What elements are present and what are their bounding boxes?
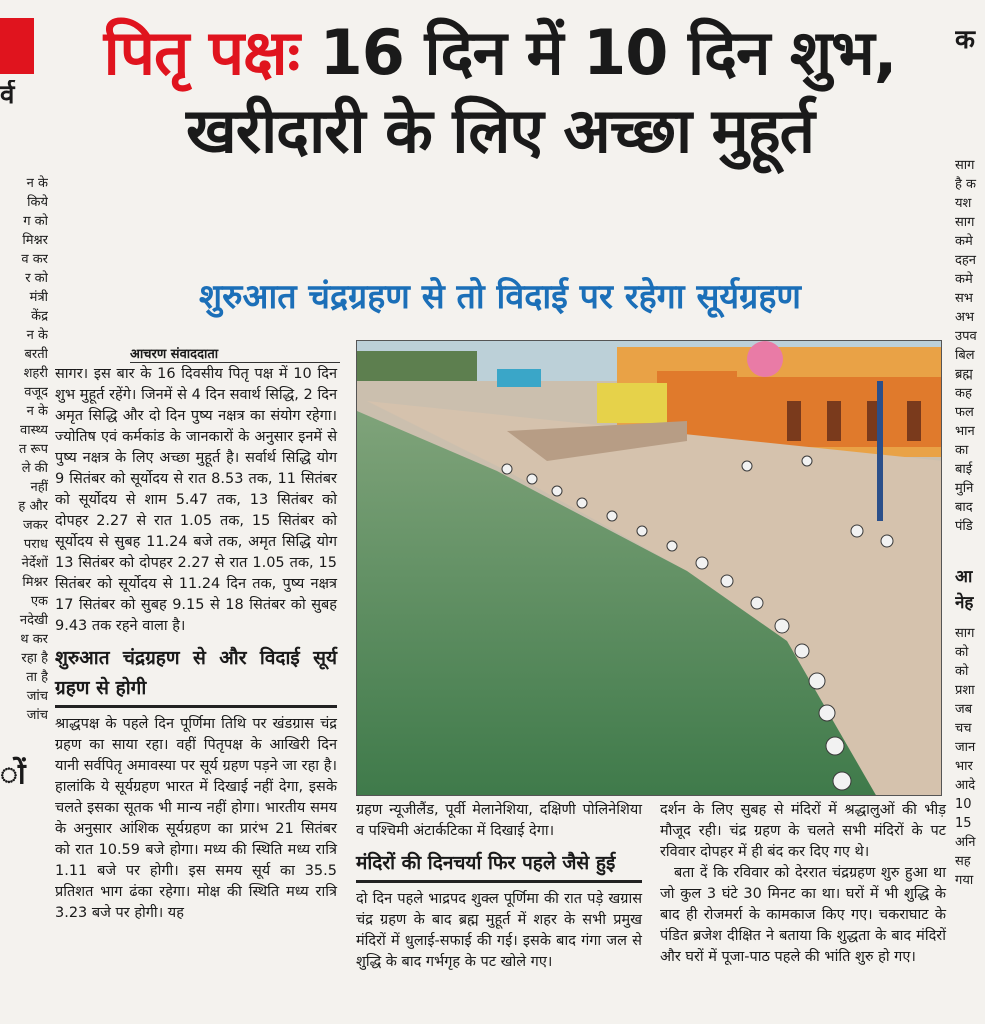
clipped-line: जांच	[26, 689, 48, 704]
ghat-photo	[356, 340, 942, 796]
clipped-line: पराध	[23, 537, 48, 552]
section-rule	[55, 705, 337, 708]
left-neighbor-column	[0, 80, 48, 784]
clipped-line: कमे	[955, 234, 973, 249]
article-paragraph: दर्शन के लिए सुबह से मंदिरों में श्रद्धालुओं की भीड़ मौजूद रही। चंद्र ग्रहण के चलते सभी मंदिरों के पट रविवार दोपहर में ही बंद कर दिए गए थे।	[660, 802, 946, 860]
clipped-line: ब्रह्म	[955, 367, 973, 382]
right-subheading-line: आ	[955, 567, 973, 587]
clipped-line: नदेखी	[19, 613, 48, 628]
right-column-text-2	[955, 624, 985, 890]
clipped-line: ग को	[23, 214, 48, 229]
clipped-line: र को	[25, 271, 48, 286]
clipped-line: भान	[955, 424, 975, 439]
clipped-line: को	[955, 664, 969, 679]
headline-line-1	[60, 14, 940, 92]
right-column-subheading	[955, 564, 985, 616]
right-column-text	[955, 156, 985, 536]
clipped-line: 10	[955, 797, 972, 812]
headline-line-1-rest: 16 दिन में 10 दिन शुभ,	[299, 16, 897, 89]
clipped-line: गया	[955, 873, 974, 888]
clipped-line: यश	[955, 196, 972, 211]
article-paragraph: श्राद्धपक्ष के पहले दिन पूर्णिमा तिथि पर खंडग्रास चंद्र ग्रहण का साया रहा। वहीं पितृपक्ष के आखिरी दिन यानी सर्वपितृ अमावस्या पर सूर्य ग्रहण पड़ने जा रहा है। हालांकि ये सूर्यग्रहण भारत में दिखाई नहीं देगा, इसके चलते इसका सूतक भी मान्य नहीं होगा। भारतीय समय के अनुसार आंशिक सूर्यग्रहण का प्रारंभ 21 सितंबर को रात 10.59 बजे होगा। मध्य की स्थिति मध्य रात्रि 1.11 बजे पर होगी। इस समय सूर्य का 35.5 प्रतिशत भाग ढंका रहेगा। मोक्ष की स्थिति मध्य रात्रि 3.23 बजे पर होगी। यह	[55, 716, 337, 921]
clipped-line: मंत्री	[29, 290, 48, 305]
clipped-line: अनि	[955, 835, 976, 850]
section-heading: मंदिरों की दिनचर्या फिर पहले जैसे हुई	[356, 852, 616, 874]
clipped-line: ह और	[18, 499, 48, 514]
clipped-line: फल	[955, 405, 974, 420]
article-paragraph: सागर। इस बार के 16 दिवसीय पितृ पक्ष में 10 दिन शुभ मुहूर्त रहेंगे। जिनमें से 4 दिन सवार्थ सिद्धि, 2 दिन अमृत सिद्धि और दो दिन पुष्य नक्षत्र का संयोग रहेगा। ज्योतिष एवं कर्मकांड के जानकारों के अनुसार इनमें से पुष्य नक्षत्र के लिए अच्छा मुहूर्त है। सर्वार्थ सिद्धि योग 9 सितंबर को सूर्योदय से रात 8.53 तक, 11 सितंबर को सूर्योदय से शाम 5.47 तक, 13 सितंबर को दोपहर 2.27 से रात 1.05 तक, 15 सितंबर को सूर्योदय से सुबह 11.24 बजे तक, अमृत सिद्धि योग 13 सितंबर को दोपहर 2.27 से रात 1.05 तक, 15 सितंबर को सूर्योदय से 11.24 दिन तक, पुष्य नक्षत्र 17 सितंबर को सुबह 9.15 से 18 सितंबर को सुबह 9.43 तक रहने वाला है।	[55, 366, 337, 634]
article-column-1	[55, 364, 337, 924]
left-column-heading: र्व	[0, 80, 15, 110]
clipped-line: दहन	[955, 253, 977, 268]
clipped-line: पंडि	[955, 519, 973, 534]
clipped-line: बाद	[955, 500, 973, 515]
clipped-line: न के	[26, 328, 48, 343]
byline: आचरण संवाददाता	[130, 347, 219, 362]
clipped-line: न के	[26, 404, 48, 419]
clipped-line: ता है	[26, 670, 48, 685]
section-rule	[356, 880, 642, 883]
clipped-line: ले की	[21, 461, 48, 476]
clipped-line: मिश्नर	[22, 233, 48, 248]
headline-line-2: खरीदारी के लिए अच्छा मुहूर्त	[186, 94, 814, 167]
clipped-line: बाई	[955, 462, 973, 477]
clipped-line: नहीं	[30, 480, 48, 495]
clipped-line: वजूद	[24, 385, 48, 400]
clipped-line: का	[955, 443, 969, 458]
clipped-line: वास्थ्य	[20, 423, 48, 438]
article-paragraph: बता दें कि रविवार को देररात चंद्रग्रहण शुरु हुआ था जो कुल 3 घंटे 30 मिनट का था। घरों में भी शुद्धि के बाद ही रोजमर्रा के कामकाज किए गए। चकराघाट के पंडित ब्रजेश दीक्षित ने बताया कि शुद्धता के बाद मंदिरों और घरों में पूजा-पाठ पहले की भांति शुरु हो गए।	[660, 865, 946, 965]
clipped-line: जब	[955, 702, 973, 717]
left-column-text	[0, 174, 48, 725]
right-neighbor-column	[955, 20, 985, 890]
clipped-line: एक	[30, 594, 48, 609]
left-column-bottom-heading: ों	[0, 757, 26, 784]
clipped-line: बिल	[955, 348, 975, 363]
clipped-line: को	[955, 645, 969, 660]
clipped-line: उपव	[955, 329, 977, 344]
clipped-line: प्रशा	[955, 683, 975, 698]
clipped-line: मिश्नर	[22, 575, 48, 590]
right-column-heading: क	[955, 25, 975, 55]
article-paragraph: ग्रहण न्यूजीलैंड, पूर्वी मेलानेशिया, दक्षिणी पोलिनेशिया व पश्चिमी अंटार्कटिका में दिखाई देगा।	[356, 802, 642, 839]
clipped-line: कह	[955, 386, 972, 401]
clipped-line: जकर	[23, 518, 48, 533]
headline-red-part: पितृ पक्षः	[103, 16, 300, 89]
clipped-line: नेर्देशों	[21, 556, 48, 571]
clipped-line: साग	[955, 158, 975, 173]
clipped-line: त रूप	[18, 442, 48, 457]
clipped-line: थ कर	[20, 632, 48, 647]
clipped-line: शहरी	[23, 366, 48, 381]
clipped-line: जान	[955, 740, 976, 755]
clipped-line: आदे	[955, 778, 976, 793]
clipped-line: न के	[26, 176, 48, 191]
clipped-line: बरती	[24, 347, 48, 362]
clipped-line: जांच	[26, 708, 48, 723]
clipped-line: साग	[955, 626, 975, 641]
article-column-3	[660, 800, 946, 968]
clipped-line: साग	[955, 215, 975, 230]
clipped-line: सह	[955, 854, 971, 869]
left-column-red-block	[0, 18, 34, 74]
headline	[60, 14, 940, 170]
clipped-line: मुनि	[955, 481, 974, 496]
clipped-line: सभ	[955, 291, 973, 306]
article-paragraph: दो दिन पहले भाद्रपद शुक्ल पूर्णिमा की रात पड़े खग्रास चंद्र ग्रहण के बाद ब्रह्म मुहूर्त में शहर के सभी प्रमुख मंदिरों में धुलाई-सफाई की गई। इसके बाद गंगा जल से शुद्धि के बाद गर्भगृह के पट खोले गए।	[356, 891, 642, 970]
ghat-photo-illustration	[357, 341, 942, 796]
section-heading: शुरुआत चंद्रग्रहण से और विदाई सूर्य ग्रहण से होगी	[55, 647, 337, 699]
clipped-line: भार	[955, 759, 973, 774]
clipped-line: केंद्र	[31, 309, 48, 324]
clipped-line: अभ	[955, 310, 975, 325]
clipped-line: चच	[955, 721, 972, 736]
clipped-line: किये	[27, 195, 48, 210]
clipped-line: कमे	[955, 272, 973, 287]
article-column-2	[356, 800, 642, 973]
clipped-line: 15	[955, 816, 972, 831]
clipped-line: है क	[955, 177, 977, 192]
right-subheading-line: नेह	[955, 593, 974, 613]
subheadline: शुरुआत चंद्रग्रहण से तो विदाई पर रहेगा सूर्यग्रहण	[199, 277, 801, 317]
clipped-line: व कर	[21, 252, 48, 267]
clipped-line: रहा है	[21, 651, 48, 666]
byline-rule	[130, 362, 340, 363]
